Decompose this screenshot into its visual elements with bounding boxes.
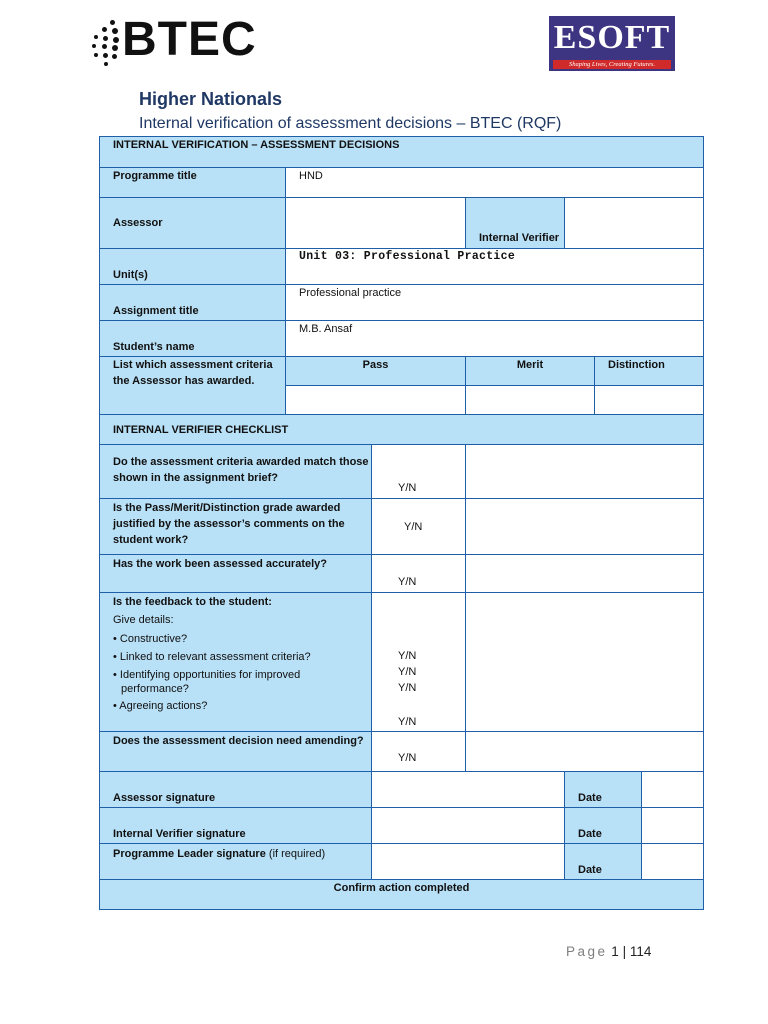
assessor-signature-label: Assessor signature <box>100 772 372 808</box>
student-name-row <box>100 321 704 357</box>
checklist-comment-1[interactable] <box>466 445 704 499</box>
checklist-comment-5[interactable] <box>466 732 704 772</box>
page-number: 1 <box>611 944 619 959</box>
assessor-date-field[interactable] <box>642 772 704 808</box>
btec-logo <box>92 13 257 70</box>
merit-header: Merit <box>466 357 595 386</box>
units-label: Unit(s) <box>100 249 286 285</box>
assessor-label: Assessor <box>100 198 286 249</box>
programme-leader-signature-label <box>100 844 372 880</box>
checklist-header-row <box>100 415 704 445</box>
checklist-row-3 <box>100 555 704 593</box>
programme-title-row <box>100 168 704 198</box>
assessor-row <box>100 198 704 249</box>
programme-title-field[interactable]: HND <box>286 168 704 198</box>
assignment-title-field[interactable]: Professional practice <box>286 285 704 321</box>
iv-signature-row <box>100 808 704 844</box>
pass-criteria-field[interactable] <box>286 386 466 415</box>
merit-criteria-field[interactable] <box>466 386 595 415</box>
checklist-row-2 <box>100 499 704 555</box>
esoft-logo-text: ESOFT <box>553 19 671 56</box>
feedback-bullet-identifying: • Identifying opportunities for improved <box>113 669 301 681</box>
checklist-comment-3[interactable] <box>466 555 704 593</box>
feedback-bullet-linked: • Linked to relevant assessment criteria? <box>113 650 311 663</box>
checklist-question-3: Has the work been assessed accurately? <box>100 555 372 593</box>
feedback-bullet-constructive: • Constructive? <box>113 633 188 645</box>
criteria-label: List which assessment criteria the Assessor has awarded. <box>100 357 286 415</box>
document-title: Higher Nationals <box>139 89 283 109</box>
distinction-header: Distinction <box>595 357 704 386</box>
checklist-yn-5[interactable]: Y/N <box>372 732 466 772</box>
document-subtitle: Internal verification of assessment decisions – BTEC (RQF) <box>139 115 562 132</box>
feedback-give-details: Give details: <box>113 613 174 626</box>
programme-leader-signature-row <box>100 844 704 880</box>
feedback-bullet-agreeing: • Agreeing actions? <box>113 700 208 712</box>
internal-verification-form <box>99 136 704 910</box>
checklist-question-1: Do the assessment criteria awarded match those shown in the assignment brief? <box>100 445 372 499</box>
programme-leader-signature-field[interactable] <box>372 844 565 880</box>
checklist-title: INTERNAL VERIFIER CHECKLIST <box>100 415 704 445</box>
btec-dots-graphic <box>92 20 124 66</box>
assessor-field[interactable] <box>286 198 466 249</box>
units-row <box>100 249 704 285</box>
iv-date-field[interactable] <box>642 808 704 844</box>
assessor-date-label: Date <box>565 772 642 808</box>
checklist-yn-2[interactable]: Y/N <box>372 499 466 555</box>
pl-signature-note: (if required) <box>265 848 326 860</box>
confirm-action-row <box>100 880 704 910</box>
esoft-tagline: Shaping Lives, Creating Futures. <box>553 60 671 69</box>
distinction-criteria-field[interactable] <box>595 386 704 415</box>
assignment-title-row <box>100 285 704 321</box>
feedback-question-title: Is the feedback to the student: <box>113 596 272 608</box>
pass-header: Pass <box>286 357 466 386</box>
checklist-yn-3[interactable]: Y/N <box>372 555 466 593</box>
page-footer <box>566 944 651 959</box>
programme-title-label: Programme title <box>100 168 286 198</box>
esoft-logo <box>549 16 675 71</box>
form-header-row <box>100 137 704 168</box>
iv-date-label: Date <box>565 808 642 844</box>
iv-signature-label: Internal Verifier signature <box>100 808 372 844</box>
student-name-field[interactable]: M.B. Ansaf <box>286 321 704 357</box>
checklist-question-5: Does the assessment decision need amending? <box>100 732 372 772</box>
pl-date-field[interactable] <box>642 844 704 880</box>
section-title: INTERNAL VERIFICATION – ASSESSMENT DECISIONS <box>100 137 704 168</box>
iv-signature-field[interactable] <box>372 808 565 844</box>
internal-verifier-label: Internal Verifier <box>466 198 565 249</box>
feedback-yn-identifying[interactable]: Y/N <box>398 682 417 694</box>
checklist-comment-4[interactable] <box>466 593 704 732</box>
feedback-yn-constructive[interactable]: Y/N <box>398 650 417 662</box>
checklist-row-4 <box>100 593 704 732</box>
assessor-signature-field[interactable] <box>372 772 565 808</box>
page-total: 114 <box>629 944 652 959</box>
feedback-yn-agreeing[interactable]: Y/N <box>398 716 417 728</box>
assessor-signature-row <box>100 772 704 808</box>
checklist-question-4 <box>100 593 372 732</box>
confirm-action-label: Confirm action completed <box>100 880 704 910</box>
checklist-question-2: Is the Pass/Merit/Distinction grade awarded justified by the assessor’s comments on the student work? <box>100 499 372 555</box>
page-separator: | <box>622 944 627 959</box>
internal-verifier-field[interactable] <box>565 198 704 249</box>
pl-signature-bold: Programme Leader signature <box>113 848 266 860</box>
student-name-label: Student’s name <box>100 321 286 357</box>
assignment-title-label: Assignment title <box>100 285 286 321</box>
btec-logo-text: BTEC <box>122 13 257 66</box>
criteria-grade-header-row <box>100 357 704 386</box>
pl-date-label: Date <box>565 844 642 880</box>
feedback-yn-linked[interactable]: Y/N <box>398 666 417 678</box>
checklist-row-1 <box>100 445 704 499</box>
checklist-row-5 <box>100 732 704 772</box>
page-word: Page <box>566 944 608 959</box>
feedback-bullet-identifying-cont: performance? <box>121 683 189 695</box>
checklist-yn-1[interactable]: Y/N <box>372 445 466 499</box>
units-field[interactable]: Unit 03: Professional Practice <box>286 249 704 285</box>
checklist-comment-2[interactable] <box>466 499 704 555</box>
checklist-yn-4[interactable] <box>372 593 466 732</box>
